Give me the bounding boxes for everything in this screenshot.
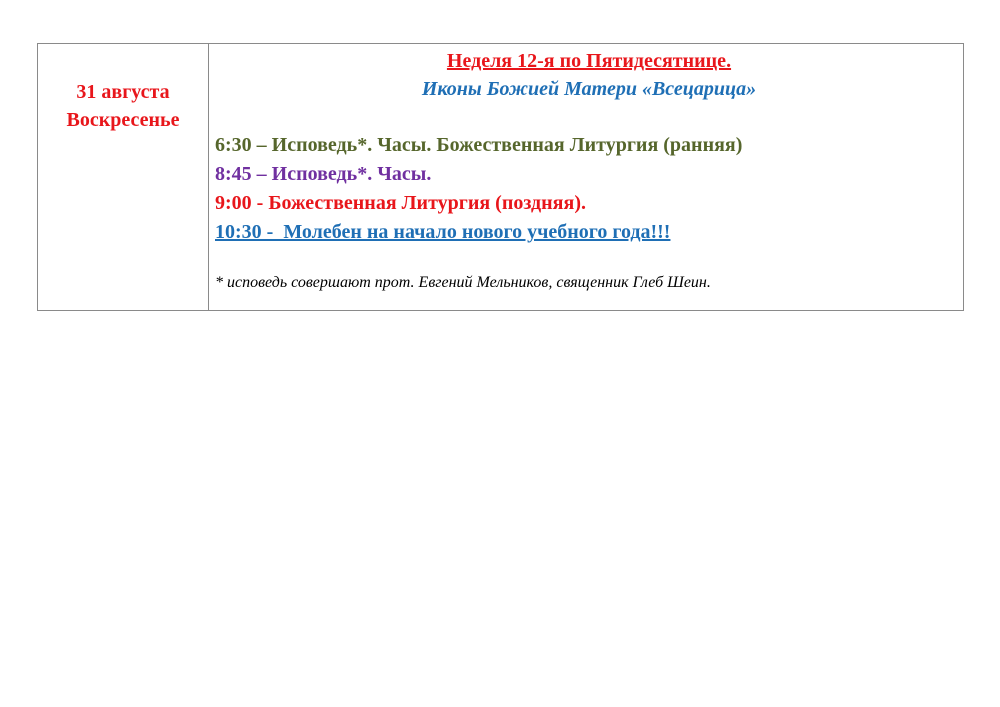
feast-subtitle: Иконы Божией Матери «Всецарица» [421,78,757,100]
service-item-link[interactable]: 10:30 - Молебен на начало нового учебного года!!! [215,221,671,243]
date-cell [38,44,209,311]
footnote: * исповедь совершают прот. Евгений Мельников, священник Глеб Шеин. [215,274,711,291]
table-row [38,44,964,311]
service-item: 9:00 - Божественная Литургия (поздняя). [215,192,586,214]
date-day: 31 августа [76,81,170,103]
schedule-table [37,43,964,311]
date-block [38,44,208,134]
content-cell [209,44,964,311]
feast-title: Неделя 12-я по Пятидесятнице. [446,50,732,72]
service-item: 8:45 – Исповедь*. Часы. [215,163,432,185]
service-item: 6:30 – Исповедь*. Часы. Божественная Литургия (ранняя) [215,134,743,156]
service-list [215,131,963,247]
date-weekday: Воскресенье [66,109,180,131]
